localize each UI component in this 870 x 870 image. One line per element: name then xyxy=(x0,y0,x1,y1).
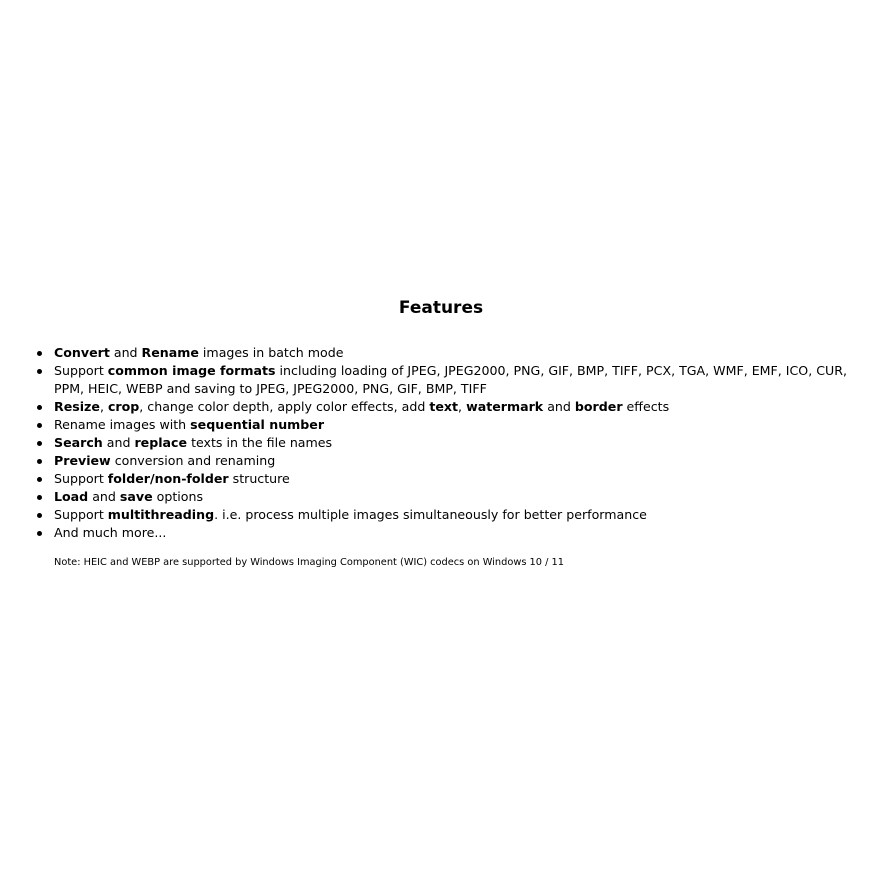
feature-text: , xyxy=(458,399,467,414)
feature-keyword: text xyxy=(429,399,459,414)
feature-text: texts in the file names xyxy=(187,435,333,450)
feature-text: And much more... xyxy=(54,525,167,540)
list-item xyxy=(0,416,870,434)
list-item xyxy=(0,398,870,416)
feature-keyword: Resize xyxy=(54,399,100,414)
list-item xyxy=(0,344,870,362)
list-item xyxy=(0,362,870,398)
list-item xyxy=(0,452,870,470)
feature-keyword: multithreading xyxy=(107,507,215,522)
features-list xyxy=(0,344,870,542)
feature-text: options xyxy=(152,489,204,504)
feature-keyword: save xyxy=(119,489,153,504)
feature-keyword: folder/non-folder xyxy=(107,471,229,486)
feature-text: and xyxy=(102,435,135,450)
feature-keyword: sequential number xyxy=(190,417,325,432)
feature-text: . i.e. process multiple images simultaneously for better performance xyxy=(214,507,647,522)
feature-text: Support xyxy=(54,363,108,378)
feature-keyword: watermark xyxy=(466,399,544,414)
feature-text: Support xyxy=(54,507,108,522)
feature-keyword: Load xyxy=(54,489,89,504)
feature-keyword: crop xyxy=(107,399,140,414)
feature-text: structure xyxy=(228,471,290,486)
support-note: Note: HEIC and WEBP are supported by Windows Imaging Component (WIC) codecs on Windows 10 / 11 xyxy=(54,557,565,568)
feature-keyword: replace xyxy=(134,435,188,450)
feature-text: images in batch mode xyxy=(198,345,344,360)
feature-keyword: Preview xyxy=(54,453,111,468)
feature-keyword: Convert xyxy=(54,345,110,360)
list-item xyxy=(0,506,870,524)
feature-text: Rename images with xyxy=(54,417,191,432)
feature-text: , change color depth, apply color effects, add xyxy=(139,399,430,414)
feature-text: and xyxy=(88,489,120,504)
features-section xyxy=(0,296,870,568)
page-title: Features xyxy=(398,298,484,318)
feature-text: Support xyxy=(54,471,108,486)
feature-keyword: common image formats xyxy=(107,363,276,378)
feature-text: including loading of JPEG, JPEG2000, PNG, GIF, BMP, TIFF, PCX, TGA, WMF, EMF, ICO, CUR, PPM, HEIC, WEBP and saving to JPEG, JPEG2000, PNG, GIF, BMP, TIFF xyxy=(54,363,847,396)
list-item xyxy=(0,488,870,506)
feature-text: , xyxy=(99,399,108,414)
list-item xyxy=(0,434,870,452)
feature-keyword: border xyxy=(574,399,623,414)
feature-text: effects xyxy=(622,399,670,414)
feature-text: and xyxy=(543,399,575,414)
feature-keyword: Search xyxy=(54,435,103,450)
feature-text: and xyxy=(109,345,142,360)
list-item xyxy=(0,470,870,488)
feature-keyword: Rename xyxy=(141,345,199,360)
feature-text: conversion and renaming xyxy=(110,453,276,468)
list-item xyxy=(0,524,870,542)
